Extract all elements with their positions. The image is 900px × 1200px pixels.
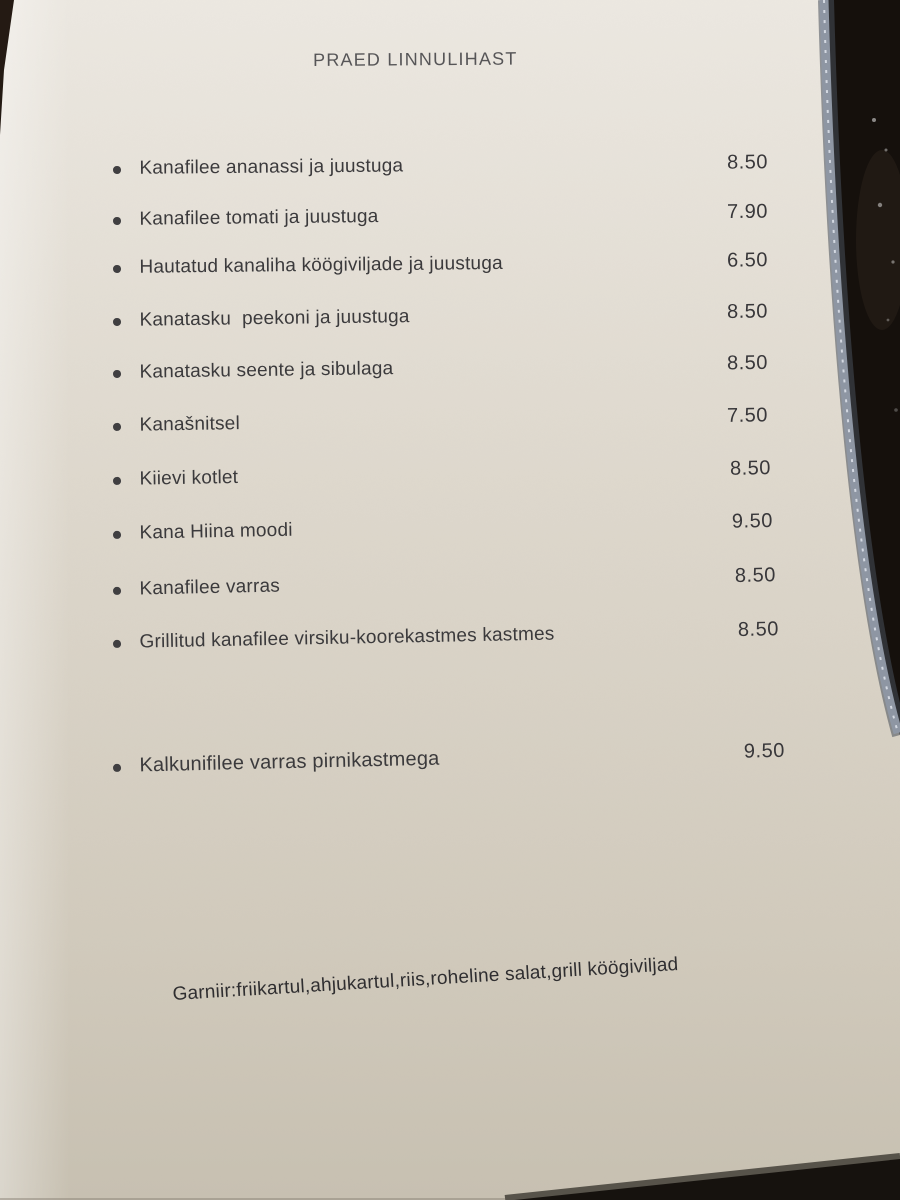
bullet-icon: [113, 640, 121, 648]
menu-item-row: [113, 352, 768, 384]
bullet-icon: [113, 531, 121, 539]
menu-item-row: [113, 457, 771, 491]
page-title: PRAED LINNULIHAST: [313, 48, 518, 70]
menu-item-row: [113, 201, 768, 231]
dish-price: 7.50: [726, 404, 769, 427]
dish-name: Kanašnitsel: [139, 413, 241, 436]
menu-item-row: [113, 510, 773, 545]
dish-name: Hautatud kanaliha köögiviljade ja juustuga: [139, 252, 503, 278]
dish-name: Kanafilee varras: [139, 575, 281, 600]
bullet-icon: [113, 764, 121, 772]
dish-price: 8.50: [734, 564, 777, 587]
dish-name: Kiievi kotlet: [139, 466, 239, 490]
dish-price: 9.50: [743, 739, 786, 763]
bullet-icon: [113, 587, 121, 595]
dish-name: Kanatasku peekoni ja juustuga: [139, 306, 410, 331]
dish-name: Grillitud kanafilee virsiku-koorekastmes kastmes: [139, 623, 555, 653]
bullet-icon: [113, 265, 121, 273]
dish-name: Kalkunifilee varras pirnikastmega: [139, 747, 440, 777]
menu-item-row: [113, 564, 776, 601]
bullet-icon: [113, 370, 121, 378]
menu-item-row: [113, 404, 768, 437]
menu-item-row: [113, 300, 768, 332]
bullet-icon: [113, 423, 121, 431]
menu-item-row: [113, 618, 779, 654]
menu-item-row: [113, 740, 785, 778]
dish-price: 6.50: [726, 249, 769, 272]
dish-name: Kanafilee tomati ja juustuga: [139, 205, 379, 230]
garnish-note: Garniir:friikartul,ahjukartul,riis,roheline salat,grill köögiviljad: [172, 953, 679, 1005]
dish-name: Kanatasku seente ja sibulaga: [139, 358, 394, 383]
bullet-icon: [113, 318, 121, 326]
dish-price: 8.50: [737, 618, 780, 641]
dish-name: Kana Hiina moodi: [139, 519, 293, 544]
menu-item-row: [113, 151, 768, 180]
dish-price: 9.50: [731, 509, 774, 533]
dish-price: 7.90: [726, 200, 769, 224]
menu-item-row: [113, 249, 768, 279]
dish-price: 8.50: [729, 457, 772, 480]
dish-price: 8.50: [726, 351, 769, 375]
dish-price: 8.50: [726, 151, 769, 174]
bullet-icon: [113, 477, 121, 485]
dish-name: Kanafilee ananassi ja juustuga: [139, 155, 404, 179]
bullet-icon: [113, 166, 121, 174]
dish-price: 8.50: [726, 300, 769, 323]
bullet-icon: [113, 217, 121, 225]
